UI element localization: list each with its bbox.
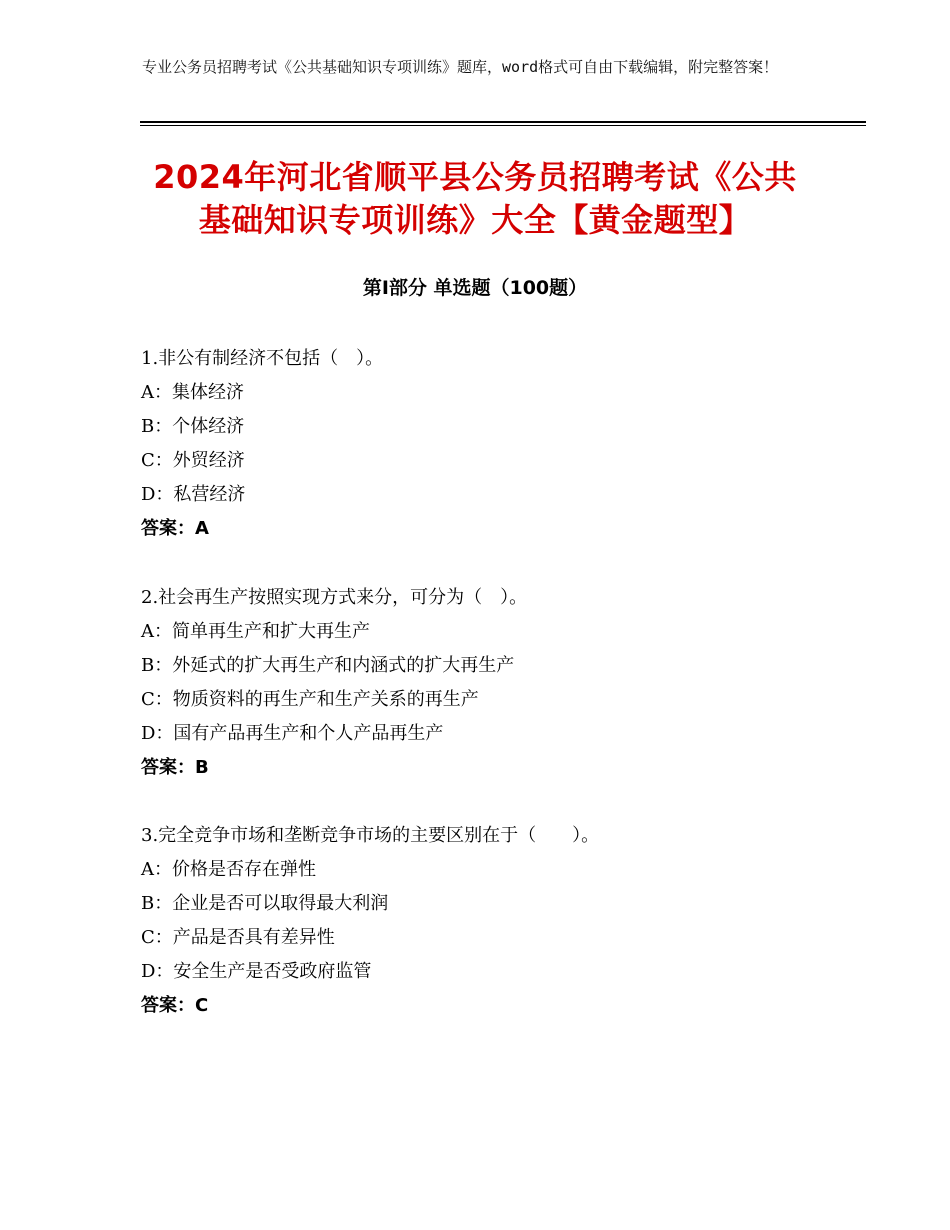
option-a: A：价格是否存在弹性 (141, 859, 316, 880)
question-stem: 3.完全竞争市场和垄断竞争市场的主要区别在于（ ）。 (141, 825, 600, 846)
option-b: B：外延式的扩大再生产和内涵式的扩大再生产 (141, 655, 515, 676)
option-d: D：私营经济 (141, 484, 246, 505)
question-3 (141, 821, 841, 1025)
option-d: D：国有产品再生产和个人产品再生产 (141, 723, 444, 744)
option-c: C：物质资料的再生产和生产关系的再生产 (141, 689, 479, 710)
option-a: A：集体经济 (141, 382, 244, 403)
question-stem: 1.非公有制经济不包括（ ）。 (141, 348, 384, 369)
title-line-2: 基础知识专项训练》大全【黄金题型】 (198, 201, 752, 239)
section-heading: 第Ⅰ部分 单选题（100题） (362, 277, 588, 299)
document-header-note: 专业公务员招聘考试《公共基础知识专项训练》题库，word格式可自由下载编辑，附完整答案！ (142, 58, 779, 76)
answer: 答案：A (141, 518, 209, 539)
question-stem: 2.社会再生产按照实现方式来分，可分为（ ）。 (141, 587, 528, 608)
option-c: C：外贸经济 (141, 450, 245, 471)
answer: 答案：C (141, 995, 209, 1016)
header-divider-thin (140, 125, 866, 126)
option-c: C：产品是否具有差异性 (141, 927, 335, 948)
title-line-1: 2024年河北省顺平县公务员招聘考试《公共 (153, 158, 797, 196)
option-b: B：企业是否可以取得最大利润 (141, 893, 389, 914)
document-title (100, 156, 850, 242)
option-d: D：安全生产是否受政府监管 (141, 961, 372, 982)
question-2 (141, 583, 841, 787)
question-1 (141, 344, 841, 548)
option-b: B：个体经济 (141, 416, 245, 437)
answer: 答案：B (141, 757, 209, 778)
header-divider-thick (140, 121, 866, 123)
option-a: A：简单再生产和扩大再生产 (141, 621, 370, 642)
